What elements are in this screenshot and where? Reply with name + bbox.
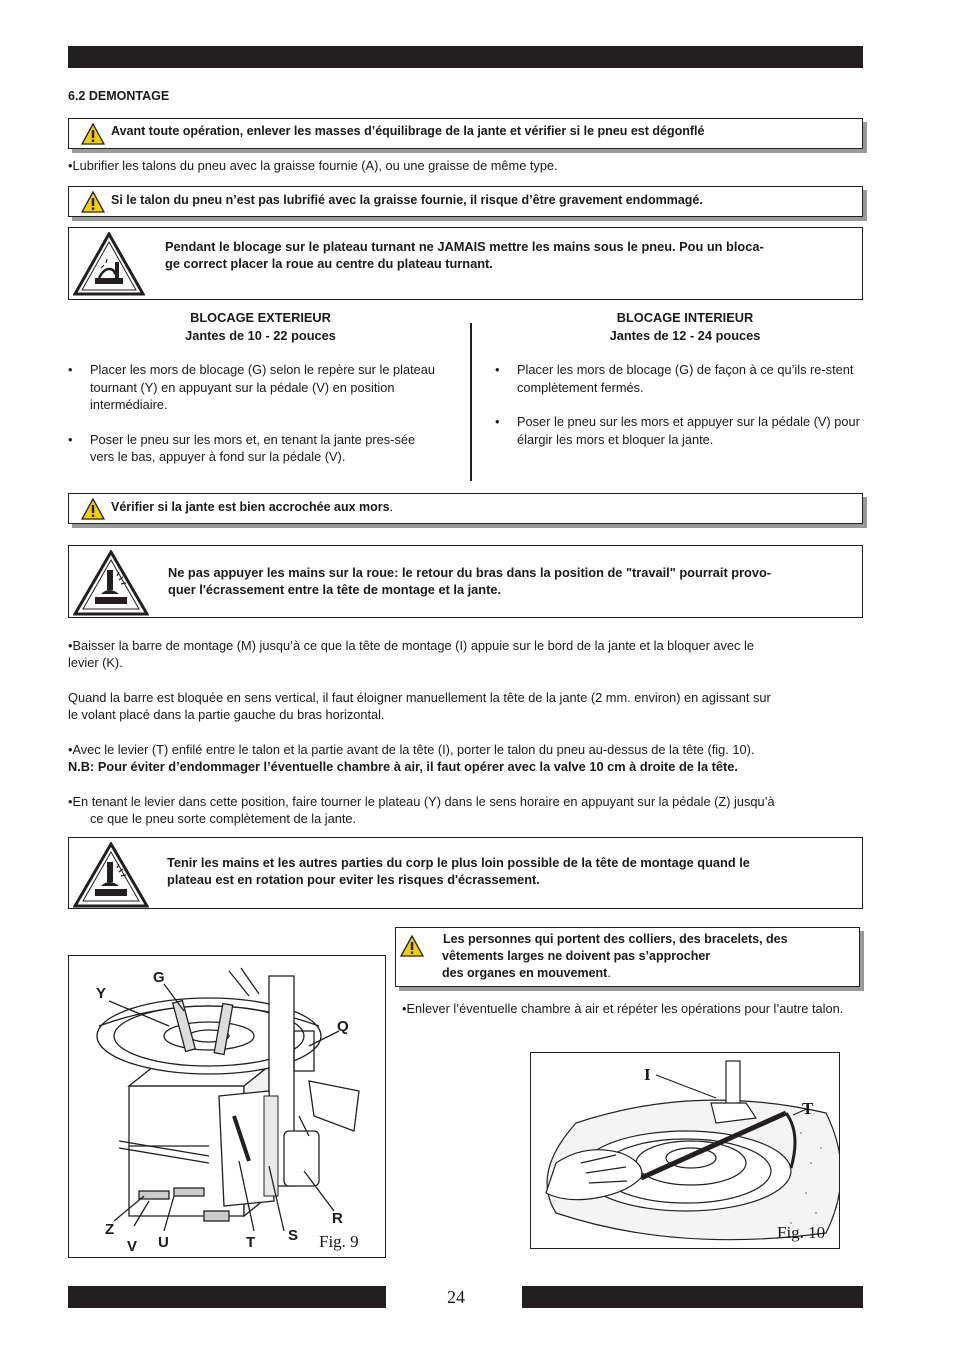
- paragraph-baisser-line2: levier (K).: [68, 655, 123, 670]
- danger-box-mains: [68, 837, 863, 909]
- warning-text: Avant toute opération, enlever les masses d’équilibrage de la jante et vérifier si le pneu est dégonflé: [111, 124, 705, 138]
- danger-box-ecrasement-bras: [68, 545, 863, 618]
- column-title: BLOCAGE EXTERIEUR: [190, 310, 331, 325]
- warning-text: Si le talon du pneu n’est pas lubrifié avec la graisse fournie, il risque d’être gravement endommagé.: [111, 193, 703, 207]
- header-bar: [68, 46, 863, 68]
- column-title: BLOCAGE INTERIEUR: [616, 310, 754, 325]
- footer-bar-left: [68, 1286, 386, 1308]
- paragraph-enlever: •Enlever l’éventuelle chambre à air et répéter les opérations pour l’autre talon.: [402, 1001, 844, 1016]
- list-item: • Poser le pneu sur les mors et appuyer sur la pédale (V) pour élargir les mors et bloquer la jante.: [495, 413, 873, 448]
- warning-box-vetements: [395, 927, 860, 987]
- warning-triangle-icon: [81, 191, 105, 213]
- danger-text-line2: plateau est en rotation pour eviter les risques d'écrassement.: [167, 872, 540, 887]
- warning-box-masses: [68, 118, 863, 149]
- figure-caption: Fig. 9: [319, 1232, 359, 1251]
- warning-text-end: .: [389, 500, 394, 514]
- crush-hazard-icon: [73, 232, 145, 296]
- figure-label: T: [802, 1099, 814, 1118]
- figure-10: [530, 1052, 840, 1249]
- warning-box-verifier: [68, 493, 863, 524]
- danger-box-blocage: [68, 227, 863, 300]
- figure-label: Z: [105, 1221, 115, 1238]
- figure-label: G: [153, 969, 165, 986]
- paragraph-lubrifier: •Lubrifier les talons du pneu avec la graisse fournie (A), ou une graisse de même type.: [68, 158, 558, 173]
- warning-text-bold: des organes en mouvement: [442, 966, 608, 980]
- danger-text-line1: Ne pas appuyer les mains sur la roue: le retour du bras dans la position de "travail" pourrait provo-: [168, 565, 772, 580]
- warning-box-talon: [68, 186, 863, 217]
- hand-crush-hazard-icon: [73, 550, 149, 616]
- warning-text-line2: vêtements larges ne doivent pas s’approcher: [442, 949, 711, 963]
- paragraph-quand-line1: Quand la barre est bloquée en sens vertical, il faut éloigner manuellement la tête de la jante (2 mm. environ) en agissant sur: [68, 690, 771, 705]
- figure-label: I: [644, 1065, 651, 1084]
- figure-label: U: [158, 1234, 169, 1251]
- warning-text-end: .: [607, 966, 611, 980]
- bullet-list: [495, 361, 873, 448]
- warning-text-bold: Vérifier si la jante est bien accrochée aux mors: [111, 500, 390, 514]
- warning-triangle-icon: [400, 935, 424, 957]
- column-subtitle: Jantes de 12 - 24 pouces: [609, 328, 761, 343]
- paragraph-baisser-line1: •Baisser la barre de montage (M) jusqu’à ce que la tête de montage (I) appuie sur le bord de la jante et la bloquer avec le: [68, 638, 754, 653]
- section-title: 6.2 DEMONTAGE: [68, 89, 170, 103]
- warning-text-line1: Les personnes qui portent des colliers, des bracelets, des: [443, 932, 788, 946]
- warning-text-line3: [442, 965, 611, 982]
- figure-9: [68, 955, 386, 1258]
- list-item: • Placer les mors de blocage (G) de façon à ce qu’ils re-stent complètement fermés.: [495, 361, 873, 396]
- page-number: 24: [447, 1287, 465, 1307]
- danger-text-line1: Pendant le blocage sur le plateau turnant ne JAMAIS mettre les mains sous le pneu. Pou un bloca-: [165, 239, 764, 254]
- paragraph-nb: N.B: Pour éviter d’endommager l’éventuelle chambre à air, il faut opérer avec la valve 10 cm à droite de la tête.: [68, 759, 738, 774]
- danger-text-line2: ge correct placer la roue au centre du plateau turnant.: [165, 256, 493, 271]
- column-subtitle: Jantes de 10 - 22 pouces: [185, 328, 336, 343]
- column-blocage-interieur: [495, 309, 875, 465]
- danger-text-line2: quer l'écrassement entre la tête de montage et la jante.: [168, 582, 502, 597]
- figure-label: S: [288, 1227, 299, 1244]
- danger-text-line1: Tenir les mains et les autres parties du corp le plus loin possible de la tête de montage quand le: [167, 855, 750, 870]
- tyre-removal-illustration: [531, 1053, 839, 1248]
- list-item: • Poser le pneu sur les mors et, en tenant la jante pres-sée vers le bas, appuyer à fond sur la pédale (V).: [68, 431, 438, 466]
- column-blocage-exterieur: [68, 309, 453, 483]
- column-divider: [470, 323, 472, 481]
- paragraph-tenant-line2: ce que le pneu sorte complètement de la jante.: [90, 811, 357, 826]
- figure-label: V: [127, 1238, 138, 1255]
- bullet-list: [68, 361, 438, 466]
- figure-label: T: [246, 1234, 256, 1251]
- list-item: • Placer les mors de blocage (G) selon le repère sur le plateau tournant (Y) en appuyant sur la pédale (V) en position intermédiaire.: [68, 361, 438, 414]
- paragraph-levier: •Avec le levier (T) enfilé entre le talon et la partie avant de la tête (I), porter le talon du pneu au-dessus de la tête (fig. 10).: [68, 742, 755, 757]
- hand-crush-hazard-icon: [73, 842, 149, 908]
- footer-bar-right: [522, 1286, 863, 1308]
- figure-label: R: [332, 1210, 343, 1227]
- figure-label: Y: [96, 985, 107, 1002]
- figure-caption: Fig. 10: [777, 1223, 826, 1242]
- warning-triangle-icon: [81, 123, 105, 145]
- figure-label: Q: [337, 1018, 349, 1035]
- paragraph-quand-line2: le volant placé dans la partie gauche du bras horizontal.: [68, 707, 385, 722]
- warning-triangle-icon: [81, 498, 105, 520]
- paragraph-tenant-line1: •En tenant le levier dans cette position, faire tourner le plateau (Y) dans le sens horaire en appuyant sur la pédale (Z) jusqu’à: [68, 794, 775, 809]
- warning-text: [111, 499, 393, 516]
